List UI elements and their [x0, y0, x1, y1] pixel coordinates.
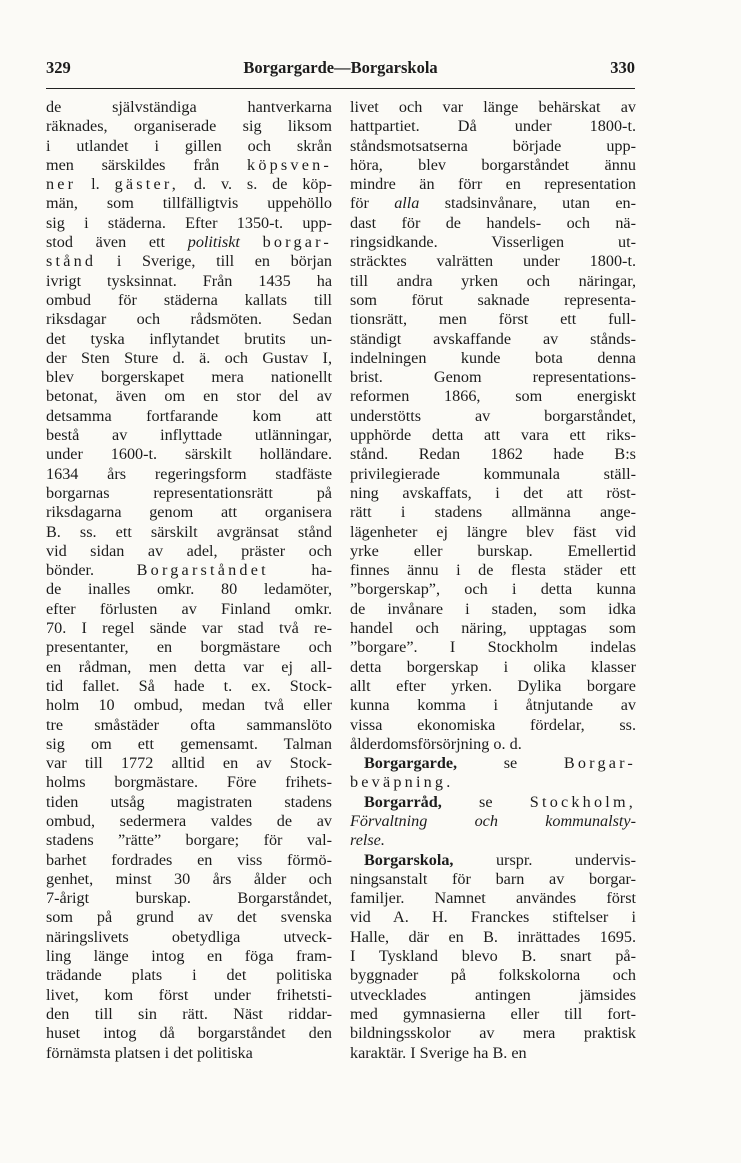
text-line: privilegierade kommunala ställ-	[350, 464, 636, 483]
text-line: ning avskaffats, i det att röst-	[350, 483, 636, 502]
text-line: holms borgmästare. Före frihets-	[46, 773, 332, 792]
text-line: men särskildes från köpsven-	[46, 155, 332, 174]
page-number-left: 329	[46, 58, 71, 77]
text-line: sig om ett gemensamt. Talman	[46, 734, 332, 753]
text-line: sträcktes valrätten under 1800-t.	[350, 252, 636, 271]
text-line: för alla stadsinvånare, utan en-	[350, 194, 636, 213]
text-line: mindre än förr en representation	[350, 175, 636, 194]
text-line: detta borgerskap i olika klasser	[350, 657, 636, 676]
text-line: presentanter, en borgmästare och	[46, 638, 332, 657]
header-rule	[46, 88, 635, 89]
text-line: bildningsskolor av mera praktisk	[350, 1024, 636, 1043]
text-line: vissa ekonomiska fördelar, ss.	[350, 715, 636, 734]
text-line: män, som tillfälligtvis uppehöllo	[46, 194, 332, 213]
text-line: ständigt avskaffande av stånds-	[350, 329, 636, 348]
text-line: familjer. Namnet användes först	[350, 889, 636, 908]
text-line: riksdagar och rådsmöten. Sedan	[46, 310, 332, 329]
text-line: borgarnas representationsrätt på	[46, 483, 332, 502]
text-line: beväpning.	[350, 773, 454, 792]
text-line: ling länge intog en föga fram-	[46, 947, 332, 966]
text-line: tre småstäder ofta sammanslöto	[46, 715, 332, 734]
text-line: upphörde detta att vara ett riks-	[350, 426, 636, 445]
text-line: livet, kom först under frihetsti-	[46, 985, 332, 1004]
text-line: tiden utsåg magistraten stadens	[46, 792, 332, 811]
text-line: betonat, även om en stor del av	[46, 387, 332, 406]
text-line: hattpartiet. Då under 1800-t.	[350, 117, 636, 136]
text-line: ivrigt tysksinnat. Från 1435 ha	[46, 271, 332, 290]
text-line: ”borgerskap”, och i detta kunna	[350, 580, 636, 599]
text-line: kunna komma i åtnjutande av	[350, 696, 636, 715]
text-line: handel och näring, upptagas som	[350, 619, 636, 638]
text-line: livet och var länge behärskat av	[350, 98, 636, 116]
text-line: bestå av inflyttade utlänningar,	[46, 426, 332, 445]
text-line: ”borgare”. I Stockholm indelas	[350, 638, 636, 657]
text-line: ombud för städerna kallats till	[46, 290, 332, 309]
right-column	[350, 98, 636, 1063]
text-line: efter förlusten av Finland omkr.	[46, 599, 332, 618]
text-line: Förvaltning och kommunalsty-	[350, 811, 636, 830]
text-line: med gymnasierna eller till fort-	[350, 1004, 636, 1023]
text-line: blev borgerskapet mera nationellt	[46, 368, 332, 387]
text-line: stånd i Sverige, till en början	[46, 252, 332, 271]
running-title: Borgargarde—Borgarskola	[243, 58, 438, 77]
text-line: detsamma fortfarande kom att	[46, 406, 332, 425]
text-line: trädande plats i det politiska	[46, 966, 332, 985]
text-line: stånd. Redan 1862 hade B:s	[350, 445, 636, 464]
text-line: Borgargarde, se Borgar-	[364, 754, 636, 773]
text-line: utvecklades antingen jämsides	[350, 985, 636, 1004]
text-line: 7-årigt burskap. Borgarståndet,	[46, 889, 332, 908]
text-line: 70. I regel sände var stad två re-	[46, 619, 332, 638]
text-line: ringsidkande. Visserligen ut-	[350, 233, 636, 252]
text-line: tid fallet. Så hade t. ex. Stock-	[46, 676, 332, 695]
text-line: höra, blev borgarståndet ännu	[350, 155, 636, 174]
text-line: räknades, organiserade sig liksom	[46, 117, 332, 136]
text-line: holm 10 ombud, medan två eller	[46, 696, 332, 715]
text-line: näringslivets obetydliga utveck-	[46, 927, 332, 946]
text-line: som på grund av det svenska	[46, 908, 332, 927]
text-line: brist. Genom representations-	[350, 368, 636, 387]
text-line: finnes ännu i de flesta städer ett	[350, 561, 636, 580]
text-line: de invånare i staden, som idka	[350, 599, 636, 618]
text-line: det tyska inflytandet brutits un-	[46, 329, 332, 348]
text-line: ståndsmotsatserna började upp-	[350, 136, 636, 155]
text-line: ålderdomsförsörjning o. d.	[350, 734, 522, 753]
text-line: vid A. H. Franckes stiftelser i	[350, 908, 636, 927]
text-line: byggnader på folkskolorna och	[350, 966, 636, 985]
page-number-right: 330	[610, 58, 635, 77]
text-line: ningsanstalt för barn av borgar-	[350, 869, 636, 888]
text-line: huset intog då borgarståndet den	[46, 1024, 332, 1043]
text-line: var till 1772 alltid en av Stock-	[46, 754, 332, 773]
page-header	[46, 58, 635, 82]
text-line: I Tyskland blevo B. snart på-	[350, 947, 636, 966]
text-line: en rådman, men detta var ej all-	[46, 657, 332, 676]
text-line: rätt i stadens allmänna ange-	[350, 503, 636, 522]
text-line: dast för de handels- och nä-	[350, 213, 636, 232]
text-line: Borgarråd, se Stockholm,	[364, 792, 636, 811]
text-line: genhet, minst 30 års ålder och	[46, 869, 332, 888]
text-line: lägenheter ej längre blev fäst vid	[350, 522, 636, 541]
text-line: allt efter yrken. Dylika borgare	[350, 676, 636, 695]
text-line: ner l. gäster, d. v. s. de köp-	[46, 175, 332, 194]
text-line: B. ss. ett särskilt avgränsat stånd	[46, 522, 332, 541]
text-line: yrke eller burskap. Emellertid	[350, 541, 636, 560]
text-line: till andra yrken och näringar,	[350, 271, 636, 290]
text-line: den till sin rätt. Näst riddar-	[46, 1004, 332, 1023]
text-line: Halle, där en B. inrättades 1695.	[350, 927, 636, 946]
text-line: de självständiga hantverkarna	[46, 98, 332, 116]
text-line: relse.	[350, 831, 385, 850]
text-line: de inalles omkr. 80 ledamöter,	[46, 580, 332, 599]
text-line: karaktär. I Sverige ha B. en	[350, 1043, 527, 1062]
text-line: förnämsta platsen i det politiska	[46, 1043, 253, 1062]
text-line: som förut saknade representa-	[350, 290, 636, 309]
text-line: ombud, sedermera valdes de av	[46, 811, 332, 830]
text-line: der Sten Sture d. ä. och Gustav I,	[46, 348, 332, 367]
text-line: sig i städerna. Efter 1350-t. upp-	[46, 213, 332, 232]
text-line: understötts av borgarståndet,	[350, 406, 636, 425]
text-line: reformen 1866, som energiskt	[350, 387, 636, 406]
text-line: indelningen kunde bota denna	[350, 348, 636, 367]
text-line: i utlandet i gillen och skrån	[46, 136, 332, 155]
text-line: under 1600-t. särskilt holländare.	[46, 445, 332, 464]
text-line: bönder. Borgarståndet ha-	[46, 561, 333, 580]
text-line: 1634 års regeringsform stadfäste	[46, 464, 332, 483]
text-line: barhet fordrades en viss förmö-	[46, 850, 332, 869]
left-column	[46, 98, 332, 1063]
text-line: tionsrätt, men först ett full-	[350, 310, 636, 329]
text-line: vid sidan av adel, präster och	[46, 541, 332, 560]
text-line: stod även ett politiskt borgar-	[46, 233, 332, 252]
text-line: Borgarskola, urspr. undervis-	[364, 850, 636, 869]
text-line: riksdagarna genom att organisera	[46, 503, 332, 522]
text-line: stadens ”rätte” borgare; för val-	[46, 831, 332, 850]
